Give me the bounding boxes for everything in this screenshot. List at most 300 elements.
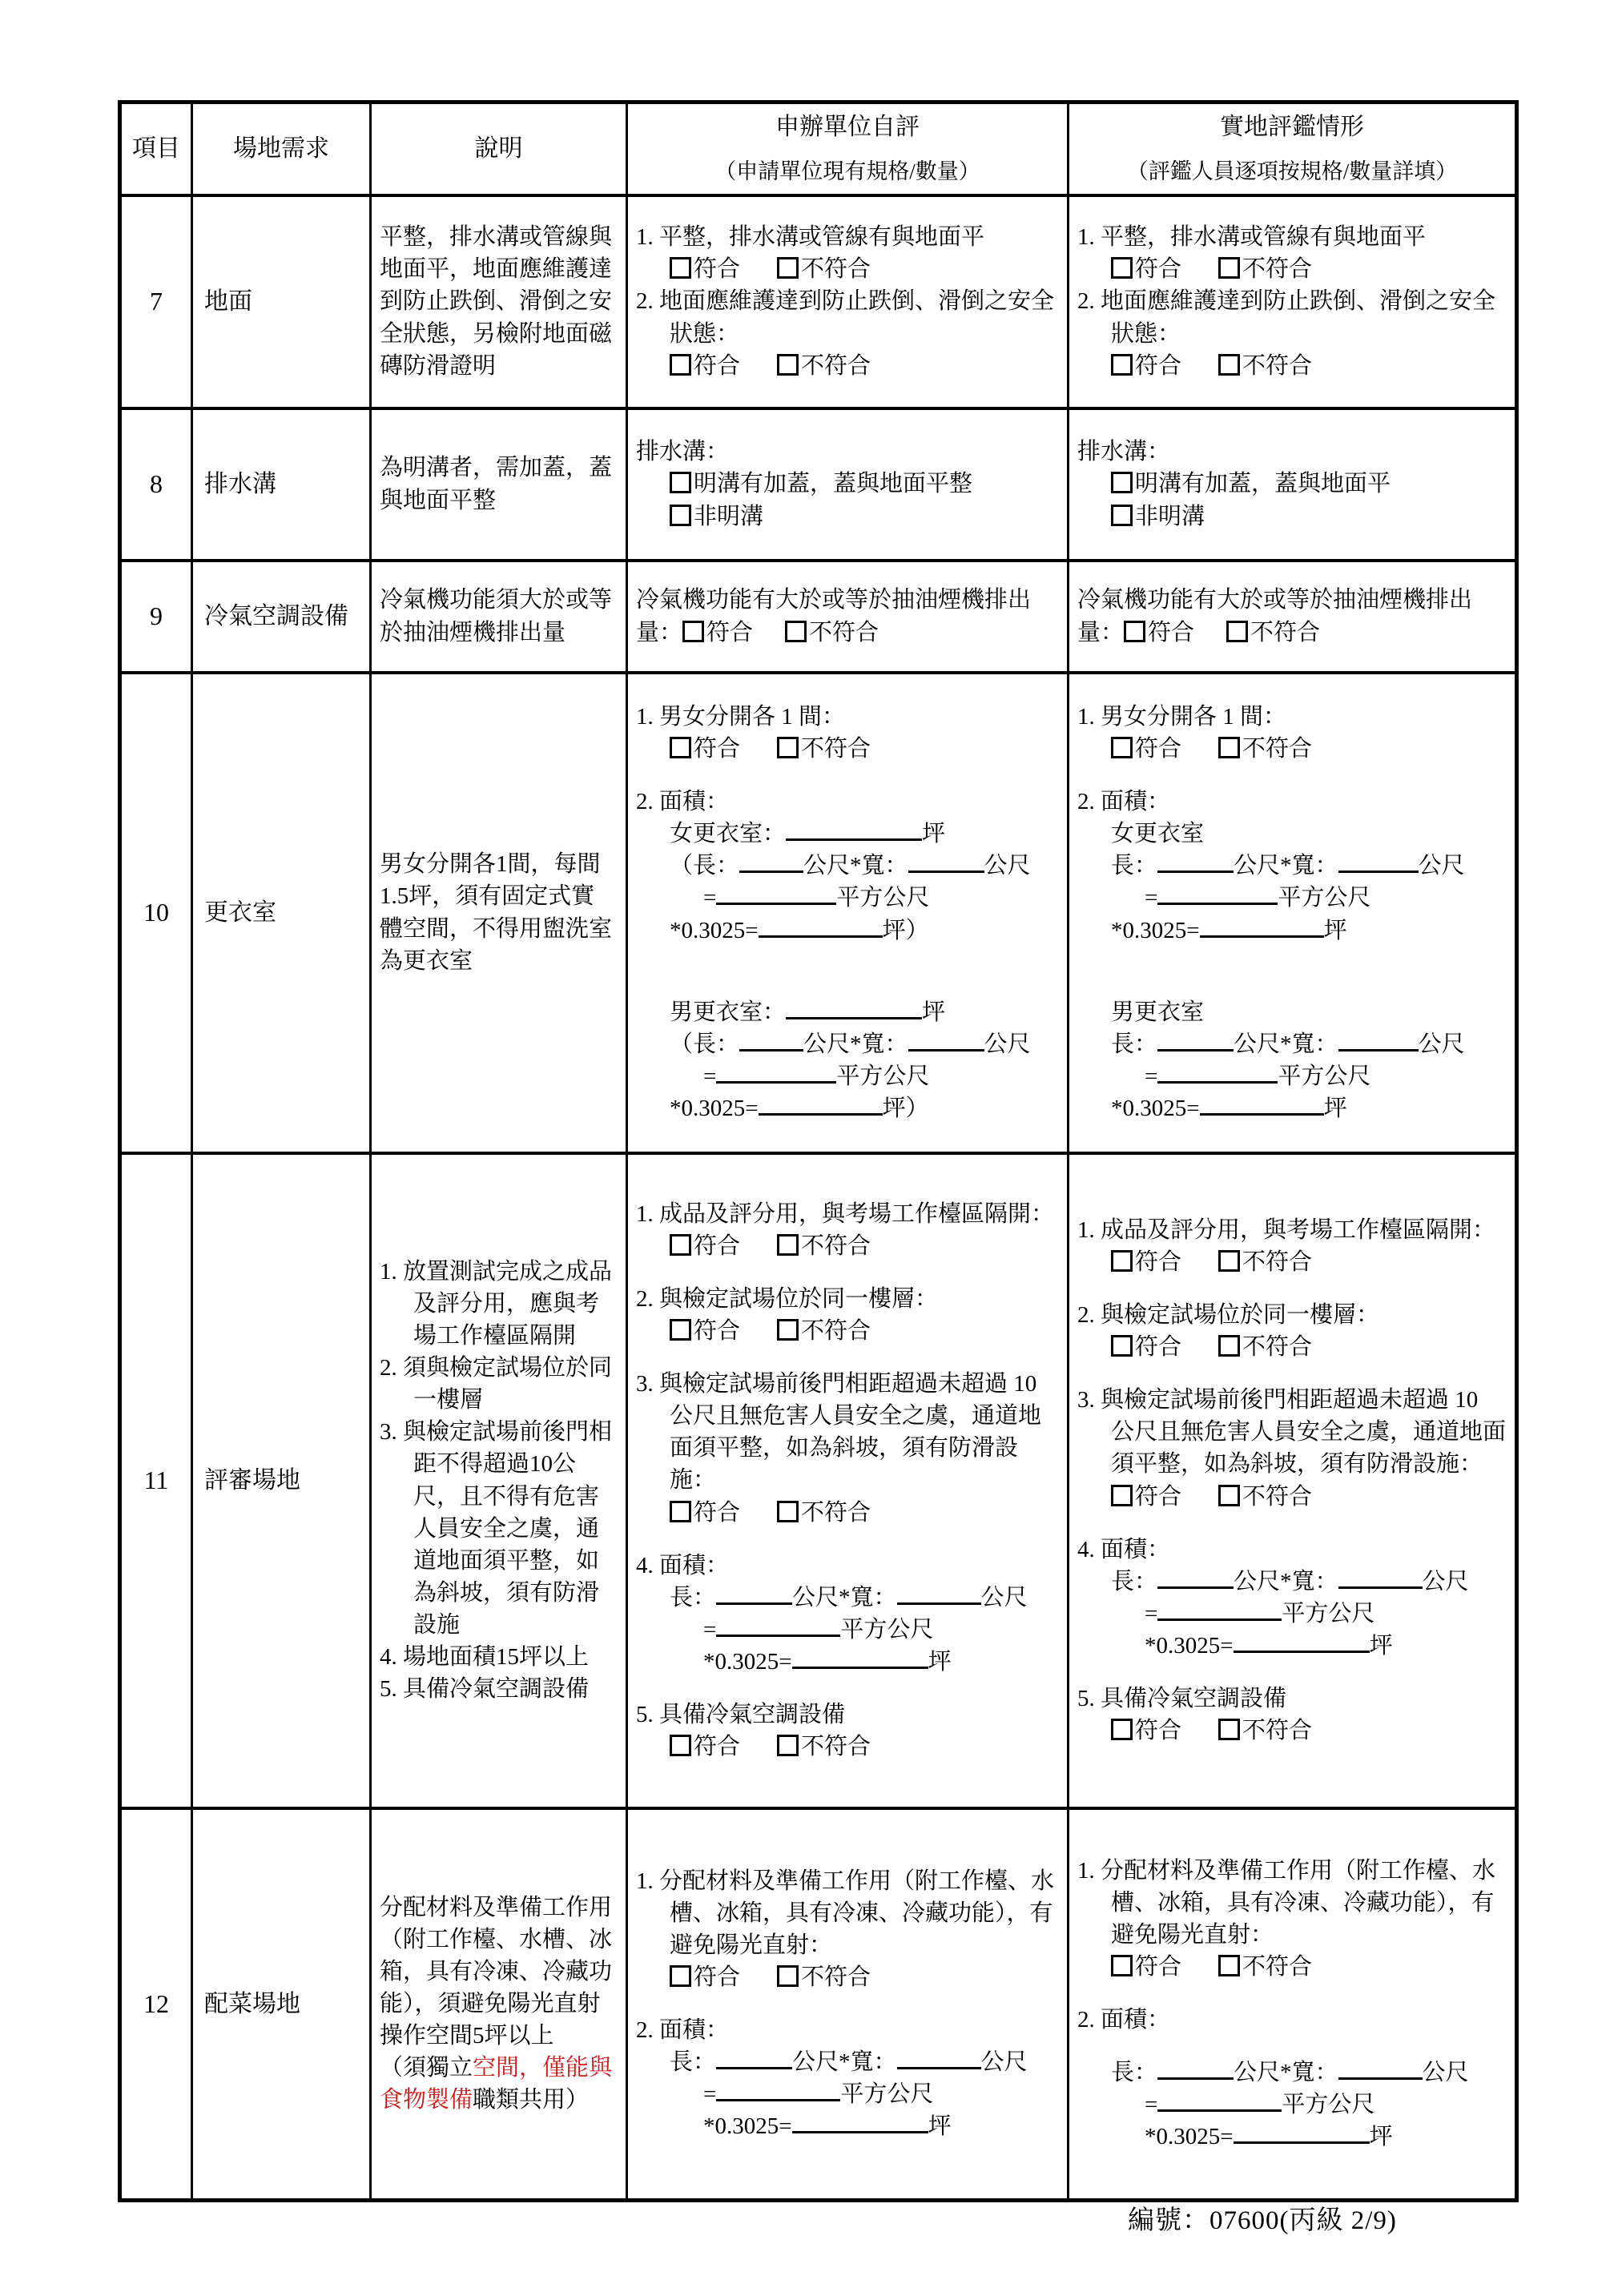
text-line [380,1256,618,1352]
checkbox[interactable] [1111,1719,1133,1740]
table-row-drainage [120,408,1517,561]
fill-in-blank[interactable] [1157,1566,1234,1589]
cell-text: 不符合 [801,1318,871,1345]
checkbox[interactable] [670,1234,691,1256]
spacer-line [1077,765,1507,786]
fill-in-blank[interactable] [897,1582,981,1605]
cell-text: *0.3025= [670,1095,759,1121]
spacer-line [636,1347,1059,1368]
table-row-air-conditioning [120,561,1517,673]
text-line [636,915,1059,947]
table-row-floor [120,195,1517,408]
cell-text: 坪 [1323,1095,1347,1121]
text-line [1077,1214,1507,1246]
cell-text: 男女分開各1間，每間1.5坪，須有固定式實體空間，不得用盥洗室為更衣室 [380,851,613,974]
cell-text: = [703,1063,717,1089]
cell-text: *0.3025= [1145,2124,1234,2150]
text-line [1077,285,1507,349]
item-number: 11 [120,1153,192,1808]
checkbox[interactable] [777,1501,799,1522]
cell-text: 男更衣室 [1111,999,1205,1025]
table-row-judging-area [120,1153,1517,1808]
cell-text: 長： [1111,2060,1158,2086]
cell-text: 1. 平整，排水溝或管線有與地面平 [636,224,985,251]
checkbox[interactable] [1226,621,1248,642]
checkbox[interactable] [1111,1335,1133,1357]
text-line [380,221,618,381]
text-line [636,1699,1059,1731]
fill-in-blank[interactable] [1157,851,1234,874]
cell-text: 1. 成品及評分用，與考場工作檯區隔開： [1077,1217,1496,1244]
checkbox[interactable] [670,472,691,493]
description-cell [371,561,627,673]
cell-text: 不符合 [801,352,871,379]
text-line [1077,501,1507,533]
cell-text: 長： [1111,853,1158,879]
checkbox[interactable] [1111,472,1133,493]
cell-text: 公尺*寬： [792,1584,897,1610]
self-eval-cell [627,1808,1069,2201]
fill-in-blank[interactable] [1200,1093,1324,1116]
requirement-name: 配菜場地 [192,1808,371,2201]
description-cell [371,408,627,561]
cell-text: 公尺 [984,853,1031,879]
text-line [636,2110,1059,2142]
fill-in-blank[interactable] [1234,1631,1370,1653]
cell-text: 符合 [1135,1483,1182,1510]
text-line [1077,1299,1507,1331]
fill-in-blank[interactable] [716,1061,836,1084]
cell-text: 公尺 [1422,1568,1469,1594]
fill-in-blank[interactable] [1157,1598,1282,1621]
cell-text: 不符合 [1242,1249,1313,1276]
cell-text: 2. 與檢定試場位於同一樓層： [636,1286,939,1313]
checkbox[interactable] [777,354,799,376]
cell-text: 2. 地面應維護達到防止跌倒、滑倒之安全狀態： [636,288,1055,347]
cell-text: 5. 具備冷氣空調設備 [380,1675,590,1702]
text-line [1077,1481,1507,1513]
checkbox[interactable] [670,737,691,758]
cell-text: 公尺 [1422,2060,1469,2086]
site-eval-cell [1069,673,1517,1153]
text-line [636,1198,1059,1230]
cell-text: *0.3025= [703,1648,792,1675]
cell-text: 不符合 [801,736,871,762]
text-line [380,2052,618,2116]
text-line [636,882,1059,914]
checkbox[interactable] [777,257,799,279]
text-line [1077,436,1507,468]
cell-text: = [1145,1600,1158,1627]
checkbox[interactable] [1218,354,1240,376]
text-line [1077,996,1507,1028]
cell-text: 3. 與檢定試場前後門相距超過未超過 10 公尺且無危害人員安全之虞，通道地面須平整，如為斜坡，須有防滑設施： [636,1371,1042,1494]
cell-text: 平方公尺 [1278,885,1371,911]
col-header-site-eval-title: 實地評鑑情形 [1220,114,1364,141]
cell-text: = [1145,885,1158,911]
spacer-line [1077,947,1507,996]
cell-text: 不符合 [1250,619,1321,645]
cell-text: 不符合 [801,1733,871,1759]
text-line [1077,882,1507,914]
cell-text: 4. 面積： [636,1552,730,1578]
checkbox[interactable] [670,354,691,376]
cell-text: 公尺 [1418,1031,1465,1057]
spacer-line [636,1678,1059,1699]
fill-in-blank[interactable] [897,2048,981,2070]
cell-text: 2. 須與檢定試場位於同一樓層 [380,1355,613,1413]
cell-text: 符合 [1148,619,1195,645]
form-number-footer: 編號：07600(丙級 2/9) [1128,2206,1397,2235]
checkbox[interactable] [785,621,807,642]
cell-text: 符合 [694,1499,741,1526]
fill-in-blank[interactable] [1338,1566,1423,1589]
cell-text: 公尺*寬： [792,2049,897,2076]
fill-in-blank[interactable] [1157,1061,1278,1084]
table-row-ingredient-prep-area [120,1808,1517,2201]
checkbox[interactable] [1218,737,1240,758]
text-line [1077,1384,1507,1480]
text-line [1077,1598,1507,1630]
self-eval-cell [627,673,1069,1153]
self-eval-cell [627,1153,1069,1808]
cell-text: 1. 放置測試完成之成品及評分用，應與考場工作檯區隔開 [380,1259,613,1349]
cell-text: 不符合 [1242,1334,1313,1361]
checkbox[interactable] [1111,1955,1133,1976]
item-number: 8 [120,408,192,561]
text-line [1077,1630,1507,1662]
cell-text: 分配材料及準備工作用（附工作檯、水槽、冰箱，具有冷凍、冷藏功能），須避免陽光直射 [380,1895,613,2017]
cell-text: 平方公尺 [1278,1063,1371,1089]
text-line [636,996,1059,1028]
cell-text: 符合 [694,256,741,283]
cell-text: 公尺*寬： [1234,1031,1338,1057]
text-line [380,2020,618,2052]
col-header-site-eval [1069,103,1517,195]
fill-in-blank[interactable] [1157,883,1278,906]
fill-in-blank[interactable] [716,1582,792,1605]
cell-text: 明溝有加蓋，蓋與地面平整 [694,471,973,497]
checkbox[interactable] [1124,621,1145,642]
text-line [1077,1092,1507,1124]
text-line [636,285,1059,349]
fill-in-blank[interactable] [739,851,803,874]
cell-text: 符合 [694,1318,741,1345]
cell-text: 不符合 [809,619,879,645]
cell-text: 明溝有加蓋，蓋與地面平 [1135,471,1391,497]
cell-text: 長： [670,2049,717,2076]
text-line [1077,915,1507,947]
text-line [636,1092,1059,1124]
cell-text: 不符合 [1242,1717,1313,1743]
text-line [1077,584,1507,648]
cell-text: 非明溝 [1135,503,1205,529]
cell-text: 符合 [1135,256,1182,283]
cell-text: = [703,2081,717,2108]
cell-text: 不符合 [1242,256,1313,283]
cell-text: 符合 [1135,1954,1182,1980]
cell-text: 冷氣機功能須大於或等於抽油煙機排出量 [380,587,613,645]
fill-in-blank[interactable] [716,2080,840,2102]
fill-in-blank[interactable] [1157,2090,1282,2113]
fill-in-blank[interactable] [1157,1029,1234,1051]
spacer-line [1077,1983,1507,2004]
cell-text: 坪 [928,1648,952,1675]
col-header-item-no: 項目 [120,103,192,195]
checkbox[interactable] [777,1319,799,1341]
checkbox[interactable] [1111,737,1133,758]
spacer-line [636,947,1059,996]
description-cell [371,195,627,408]
fill-in-blank[interactable] [908,851,984,874]
text-line [1077,850,1507,882]
checkbox[interactable] [1218,1335,1240,1357]
text-line [636,2014,1059,2046]
text-line [1077,1683,1507,1715]
cell-text: 公尺 [984,1031,1031,1057]
fill-in-blank[interactable] [1338,2058,1423,2081]
fill-in-blank[interactable] [1338,1029,1419,1051]
col-header-self-eval [627,103,1069,195]
cell-text: 長： [1111,1568,1158,1594]
spacer-line [1077,1513,1507,1534]
cell-text: 坪 [1369,2124,1393,2150]
col-header-site-eval-subtitle: （評鑑人員逐項按規格/數量詳填） [1126,159,1458,183]
cell-text: 不符合 [801,1233,871,1260]
cell-text: *0.3025= [1111,917,1200,943]
cell-text: 1. 分配材料及準備工作用（附工作檯、水槽、冰箱，具有冷凍、冷藏功能），有避免陽光直射： [1077,1858,1496,1948]
cell-text: 2. 與檢定試場位於同一樓層： [1077,1302,1380,1329]
self-eval-cell [627,408,1069,561]
spacer-line [1077,1662,1507,1683]
cell-text: 平方公尺 [840,2081,934,2108]
text-line [636,1731,1059,1763]
cell-text: = [703,1616,717,1643]
spacer-line [636,1529,1059,1550]
text-line [1077,1028,1507,1060]
text-line [636,253,1059,285]
checkbox[interactable] [777,737,799,758]
fill-in-blank[interactable] [1338,851,1419,874]
cell-text: 長： [1111,1031,1158,1057]
fill-in-blank[interactable] [792,1647,928,1669]
cell-text: *0.3025= [1111,1095,1200,1121]
site-eval-cell [1069,1153,1517,1808]
text-line [636,1497,1059,1529]
cell-text: 職類共用） [473,2087,590,2113]
cell-text: 平方公尺 [836,885,930,911]
col-header-requirement: 場地需求 [192,103,371,195]
cell-text: 符合 [706,619,754,645]
text-line [636,1582,1059,1614]
cell-text: 4. 面積： [1077,1536,1171,1562]
cell-text: 平方公尺 [1282,2092,1375,2118]
fill-in-blank[interactable] [1234,2122,1370,2145]
cell-text: 不符合 [1242,352,1313,379]
text-line [636,1646,1059,1678]
cell-text: 符合 [1135,1717,1182,1743]
cell-text: 符合 [694,1964,741,1991]
cell-text: 平整，排水溝或管線與地面平，地面應維護達到防止跌倒、滑倒之安全狀態，另檢附地面磁磚防滑證明 [380,224,613,379]
checkbox[interactable] [1218,1955,1240,1976]
cell-text: 符合 [1135,352,1182,379]
text-line [1077,350,1507,382]
cell-text: 3. 與檢定試場前後門相距不得超過10公尺，且不得有危害人員安全之虞，通道地面須平整，如為斜坡，須有防滑設施 [380,1419,613,1638]
text-line [380,1641,618,1673]
fill-in-blank[interactable] [716,2048,792,2070]
cell-text: 1. 分配材料及準備工作用（附工作檯、水槽、冰箱，具有冷凍、冷藏功能），有避免陽光直射： [636,1868,1055,1959]
text-line [1077,818,1507,850]
cell-text: 符合 [694,1733,741,1759]
cell-text: 5. 具備冷氣空調設備 [636,1701,846,1727]
item-number: 10 [120,673,192,1153]
checkbox[interactable] [1111,1485,1133,1506]
cell-text: 排水溝： [1077,439,1171,465]
cell-text: *0.3025= [703,2113,792,2140]
text-line [1077,1534,1507,1566]
text-line [380,1673,618,1705]
text-line [636,1230,1059,1262]
cell-text: 坪） [882,917,929,943]
item-number: 7 [120,195,192,408]
cell-text: 坪 [922,821,946,847]
cell-text: 坪 [1369,1632,1393,1659]
checkbox[interactable] [1111,354,1133,376]
text-line [380,452,618,516]
fill-in-blank[interactable] [739,1029,803,1051]
item-number: 12 [120,1808,192,2201]
cell-text: 1. 男女分開各 1 間： [1077,704,1287,730]
cell-text: 不符合 [801,1499,871,1526]
checkbox[interactable] [1218,1485,1240,1506]
cell-text: = [1145,2092,1158,2118]
cell-text: 女更衣室 [1111,821,1205,847]
text-line [1077,1566,1507,1598]
text-line [636,350,1059,382]
cell-text: 平方公尺 [840,1616,934,1643]
site-eval-cell [1069,195,1517,408]
fill-in-blank[interactable] [759,915,883,938]
text-line [1077,2004,1507,2036]
checkbox[interactable] [670,505,691,526]
fill-in-blank[interactable] [908,1029,984,1051]
text-line [636,733,1059,765]
fill-in-blank[interactable] [786,819,922,842]
cell-text: 冷氣機功能有大於或等於抽油煙機排出量： [636,587,1032,645]
col-header-self-eval-subtitle: （申請單位現有規格/數量） [714,159,980,183]
text-line [1077,1060,1507,1092]
text-line [1077,1715,1507,1747]
cell-text: 符合 [694,1233,741,1260]
text-line [636,1865,1059,1961]
requirement-name: 地面 [192,195,371,408]
text-line [636,2078,1059,2110]
fill-in-blank[interactable] [716,883,836,906]
fill-in-blank[interactable] [786,997,922,1019]
text-line [1077,468,1507,500]
cell-text: 公尺*寬： [803,1031,908,1057]
cell-text: 平方公尺 [836,1063,930,1089]
cell-text: 2. 面積： [1077,2007,1171,2033]
cell-text: 3. 與檢定試場前後門相距超過未超過 10 公尺且無危害人員安全之虞，通道地面須平整，如為斜坡，須有防滑設施： [1077,1387,1507,1478]
checkbox[interactable] [1218,1719,1240,1740]
checkbox[interactable] [670,257,691,279]
cell-text: = [1145,1063,1158,1089]
cell-text: 公尺*寬： [1234,853,1338,879]
cell-text: （長： [670,1031,740,1057]
cell-text: 符合 [1135,1334,1182,1361]
cell-text: 不符合 [801,1964,871,1991]
cell-text: 不符合 [801,256,871,283]
cell-text: 符合 [1135,736,1182,762]
site-eval-cell [1069,561,1517,673]
checkbox[interactable] [1111,1250,1133,1272]
cell-text: 公尺*寬： [1234,1568,1338,1594]
checkbox[interactable] [670,1965,691,1987]
cell-text: 公尺*寬： [1234,2060,1338,2086]
cell-text: *0.3025= [1145,1632,1234,1659]
cell-text: 不符合 [1242,1483,1313,1510]
spacer-line [636,1993,1059,2014]
text-line [636,501,1059,533]
text-line [636,701,1059,733]
fill-in-blank[interactable] [792,2112,928,2134]
checkbox[interactable] [670,1501,691,1522]
cell-text: 2. 面積： [636,789,730,815]
checkbox[interactable] [682,621,704,642]
text-line [636,818,1059,850]
cell-text: 不符合 [1242,736,1313,762]
checkbox[interactable] [670,1735,691,1756]
text-line [636,850,1059,882]
item-number: 9 [120,561,192,673]
checkbox[interactable] [777,1735,799,1756]
checkbox[interactable] [1218,1250,1240,1272]
text-line [1077,1951,1507,1983]
requirement-name: 更衣室 [192,673,371,1153]
checkbox[interactable] [670,1319,691,1341]
self-eval-cell [627,195,1069,408]
cell-text: 長： [670,1584,717,1610]
checkbox[interactable] [777,1234,799,1256]
fill-in-blank[interactable] [1200,915,1324,938]
checkbox[interactable] [1111,257,1133,279]
text-line [636,436,1059,468]
text-line [636,1961,1059,1993]
cell-text: = [703,885,717,911]
cell-text: 2. 地面應維護達到防止跌倒、滑倒之安全狀態： [1077,288,1496,347]
checkbox[interactable] [1218,257,1240,279]
cell-text: 2. 面積： [1077,789,1171,815]
fill-in-blank[interactable] [759,1093,883,1116]
checkbox[interactable] [777,1965,799,1987]
fill-in-blank[interactable] [716,1614,840,1637]
header-row [120,103,1517,195]
cell-text: 公尺 [980,2049,1028,2076]
cell-text: 排水溝： [636,439,730,465]
text-line [636,1283,1059,1315]
text-line [1077,2089,1507,2121]
checkbox[interactable] [1111,505,1133,526]
text-line [380,1416,618,1640]
fill-in-blank[interactable] [1157,2058,1234,2081]
cell-text: 符合 [694,352,741,379]
text-line [380,1352,618,1416]
cell-text: 坪） [882,1095,929,1121]
text-line [636,1614,1059,1646]
cell-text: *0.3025= [670,917,759,943]
cell-text: 非明溝 [694,503,764,529]
